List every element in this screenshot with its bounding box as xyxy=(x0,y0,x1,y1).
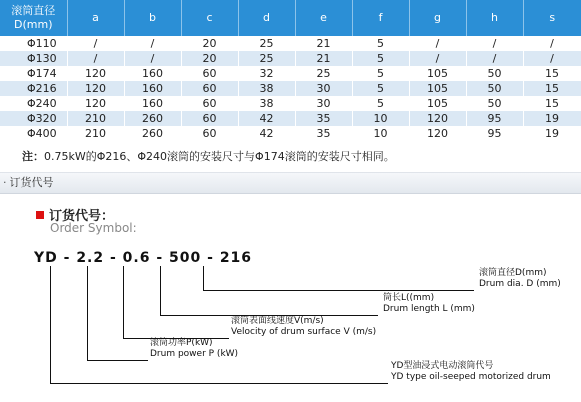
cell-e: 30 xyxy=(295,96,352,111)
cell-drum-diameter: Φ400 xyxy=(0,126,67,141)
cell-f: 5 xyxy=(352,96,409,111)
header-col-g: g xyxy=(409,0,466,36)
header-col-e: e xyxy=(295,0,352,36)
order-code-example: YD - 2.2 - 0.6 - 500 - 216 xyxy=(34,250,253,266)
order-title-text: 订货代号： xyxy=(49,209,115,224)
label-drum-power xyxy=(150,338,238,360)
cell-s: 15 xyxy=(523,96,581,111)
cell-drum-diameter: Φ320 xyxy=(0,111,67,126)
header-col-c: c xyxy=(181,0,238,36)
cell-a: 120 xyxy=(67,81,124,96)
cell-d: 32 xyxy=(238,66,295,81)
cell-a: 210 xyxy=(67,111,124,126)
cell-c: 60 xyxy=(181,96,238,111)
callout-line-velocity xyxy=(124,266,230,339)
cell-s: / xyxy=(523,36,581,51)
label-drum-length-en: Drum length L (mm) xyxy=(383,304,475,314)
cell-a: 120 xyxy=(67,66,124,81)
cell-e: 35 xyxy=(295,126,352,141)
cell-s: 19 xyxy=(523,126,581,141)
header-col-b: b xyxy=(124,0,181,36)
label-drum-diameter-cn: 滚筒直径D(mm) xyxy=(479,268,547,278)
cell-h: 50 xyxy=(466,81,523,96)
order-subtitle: Order Symbol: xyxy=(50,221,137,235)
label-drum-length-cn: 筒长L((mm) xyxy=(383,293,435,303)
cell-d: 25 xyxy=(238,51,295,66)
cell-drum-diameter: Φ174 xyxy=(0,66,67,81)
cell-g: / xyxy=(409,36,466,51)
cell-g: 105 xyxy=(409,81,466,96)
cell-e: 21 xyxy=(295,51,352,66)
cell-f: 5 xyxy=(352,51,409,66)
cell-b: 260 xyxy=(124,111,181,126)
cell-b: 160 xyxy=(124,66,181,81)
cell-d: 42 xyxy=(238,126,295,141)
cell-f: 10 xyxy=(352,126,409,141)
cell-g: 120 xyxy=(409,126,466,141)
cell-b: 160 xyxy=(124,96,181,111)
cell-d: 38 xyxy=(238,81,295,96)
header-drum-diameter-unit: D(mm) xyxy=(14,18,53,31)
section-title: 订货代号 xyxy=(9,176,54,189)
header-col-a: a xyxy=(67,0,124,36)
label-drum-type xyxy=(391,361,551,383)
cell-d: 42 xyxy=(238,111,295,126)
section-bullet: · xyxy=(3,176,7,189)
cell-b: 260 xyxy=(124,126,181,141)
label-drum-type-en: YD type oil-seeped motorized drum xyxy=(391,372,551,382)
cell-d: 38 xyxy=(238,96,295,111)
cell-s: 15 xyxy=(523,81,581,96)
cell-h: 50 xyxy=(466,96,523,111)
label-drum-power-en: Drum power P (kW) xyxy=(150,349,239,359)
cell-h: / xyxy=(466,36,523,51)
cell-c: 20 xyxy=(181,51,238,66)
callout-line-diameter xyxy=(204,266,475,291)
header-col-h: h xyxy=(466,0,523,36)
cell-f: 5 xyxy=(352,66,409,81)
cell-drum-diameter: Φ110 xyxy=(0,36,67,51)
label-drum-length xyxy=(383,293,475,315)
cell-a: / xyxy=(67,36,124,51)
cell-s: 19 xyxy=(523,111,581,126)
cell-e: 30 xyxy=(295,81,352,96)
label-drum-diameter xyxy=(479,268,561,290)
cell-f: 5 xyxy=(352,81,409,96)
cell-d: 25 xyxy=(238,36,295,51)
cell-c: 20 xyxy=(181,36,238,51)
label-drum-diameter-en: Drum dia. D (mm) xyxy=(479,279,561,289)
cell-b: / xyxy=(124,36,181,51)
cell-g: 105 xyxy=(409,66,466,81)
cell-drum-diameter: Φ130 xyxy=(0,51,67,66)
cell-s: 15 xyxy=(523,66,581,81)
cell-c: 60 xyxy=(181,81,238,96)
cell-drum-diameter: Φ240 xyxy=(0,96,67,111)
cell-g: 105 xyxy=(409,96,466,111)
cell-a: 210 xyxy=(67,126,124,141)
cell-f: 5 xyxy=(352,36,409,51)
label-surface-velocity-en: Velocity of drum surface V (m/s) xyxy=(231,327,377,337)
cell-c: 60 xyxy=(181,126,238,141)
cell-e: 35 xyxy=(295,111,352,126)
cell-b: 160 xyxy=(124,81,181,96)
cell-g: 120 xyxy=(409,111,466,126)
header-drum-diameter-cn: 滚筒直径 xyxy=(11,4,56,17)
cell-drum-diameter: Φ216 xyxy=(0,81,67,96)
note-label: 注： xyxy=(22,150,44,163)
header-col-f: f xyxy=(352,0,409,36)
cell-a: / xyxy=(67,51,124,66)
label-drum-type-cn: YD型油浸式电动滚筒代号 xyxy=(391,361,494,371)
cell-a: 120 xyxy=(67,96,124,111)
cell-c: 60 xyxy=(181,111,238,126)
cell-e: 21 xyxy=(295,36,352,51)
note-text: 0.75kW的Φ216、Φ240滚筒的安装尺寸与Φ174滚筒的安装尺寸相同。 xyxy=(44,150,395,163)
cell-h: 95 xyxy=(466,126,523,141)
cell-g: / xyxy=(409,51,466,66)
cell-c: 60 xyxy=(181,66,238,81)
cell-e: 25 xyxy=(295,66,352,81)
label-surface-velocity-cn: 滚筒表面线速度V(m/s) xyxy=(231,316,324,326)
callout-line-power xyxy=(88,266,149,361)
header-col-s: s xyxy=(523,0,581,36)
cell-f: 10 xyxy=(352,111,409,126)
label-surface-velocity xyxy=(231,316,376,338)
cell-h: / xyxy=(466,51,523,66)
cell-b: / xyxy=(124,51,181,66)
label-drum-power-cn: 滚筒功率P(kW) xyxy=(150,338,213,348)
cell-h: 95 xyxy=(466,111,523,126)
header-col-d: d xyxy=(238,0,295,36)
cell-s: / xyxy=(523,51,581,66)
cell-h: 50 xyxy=(466,66,523,81)
